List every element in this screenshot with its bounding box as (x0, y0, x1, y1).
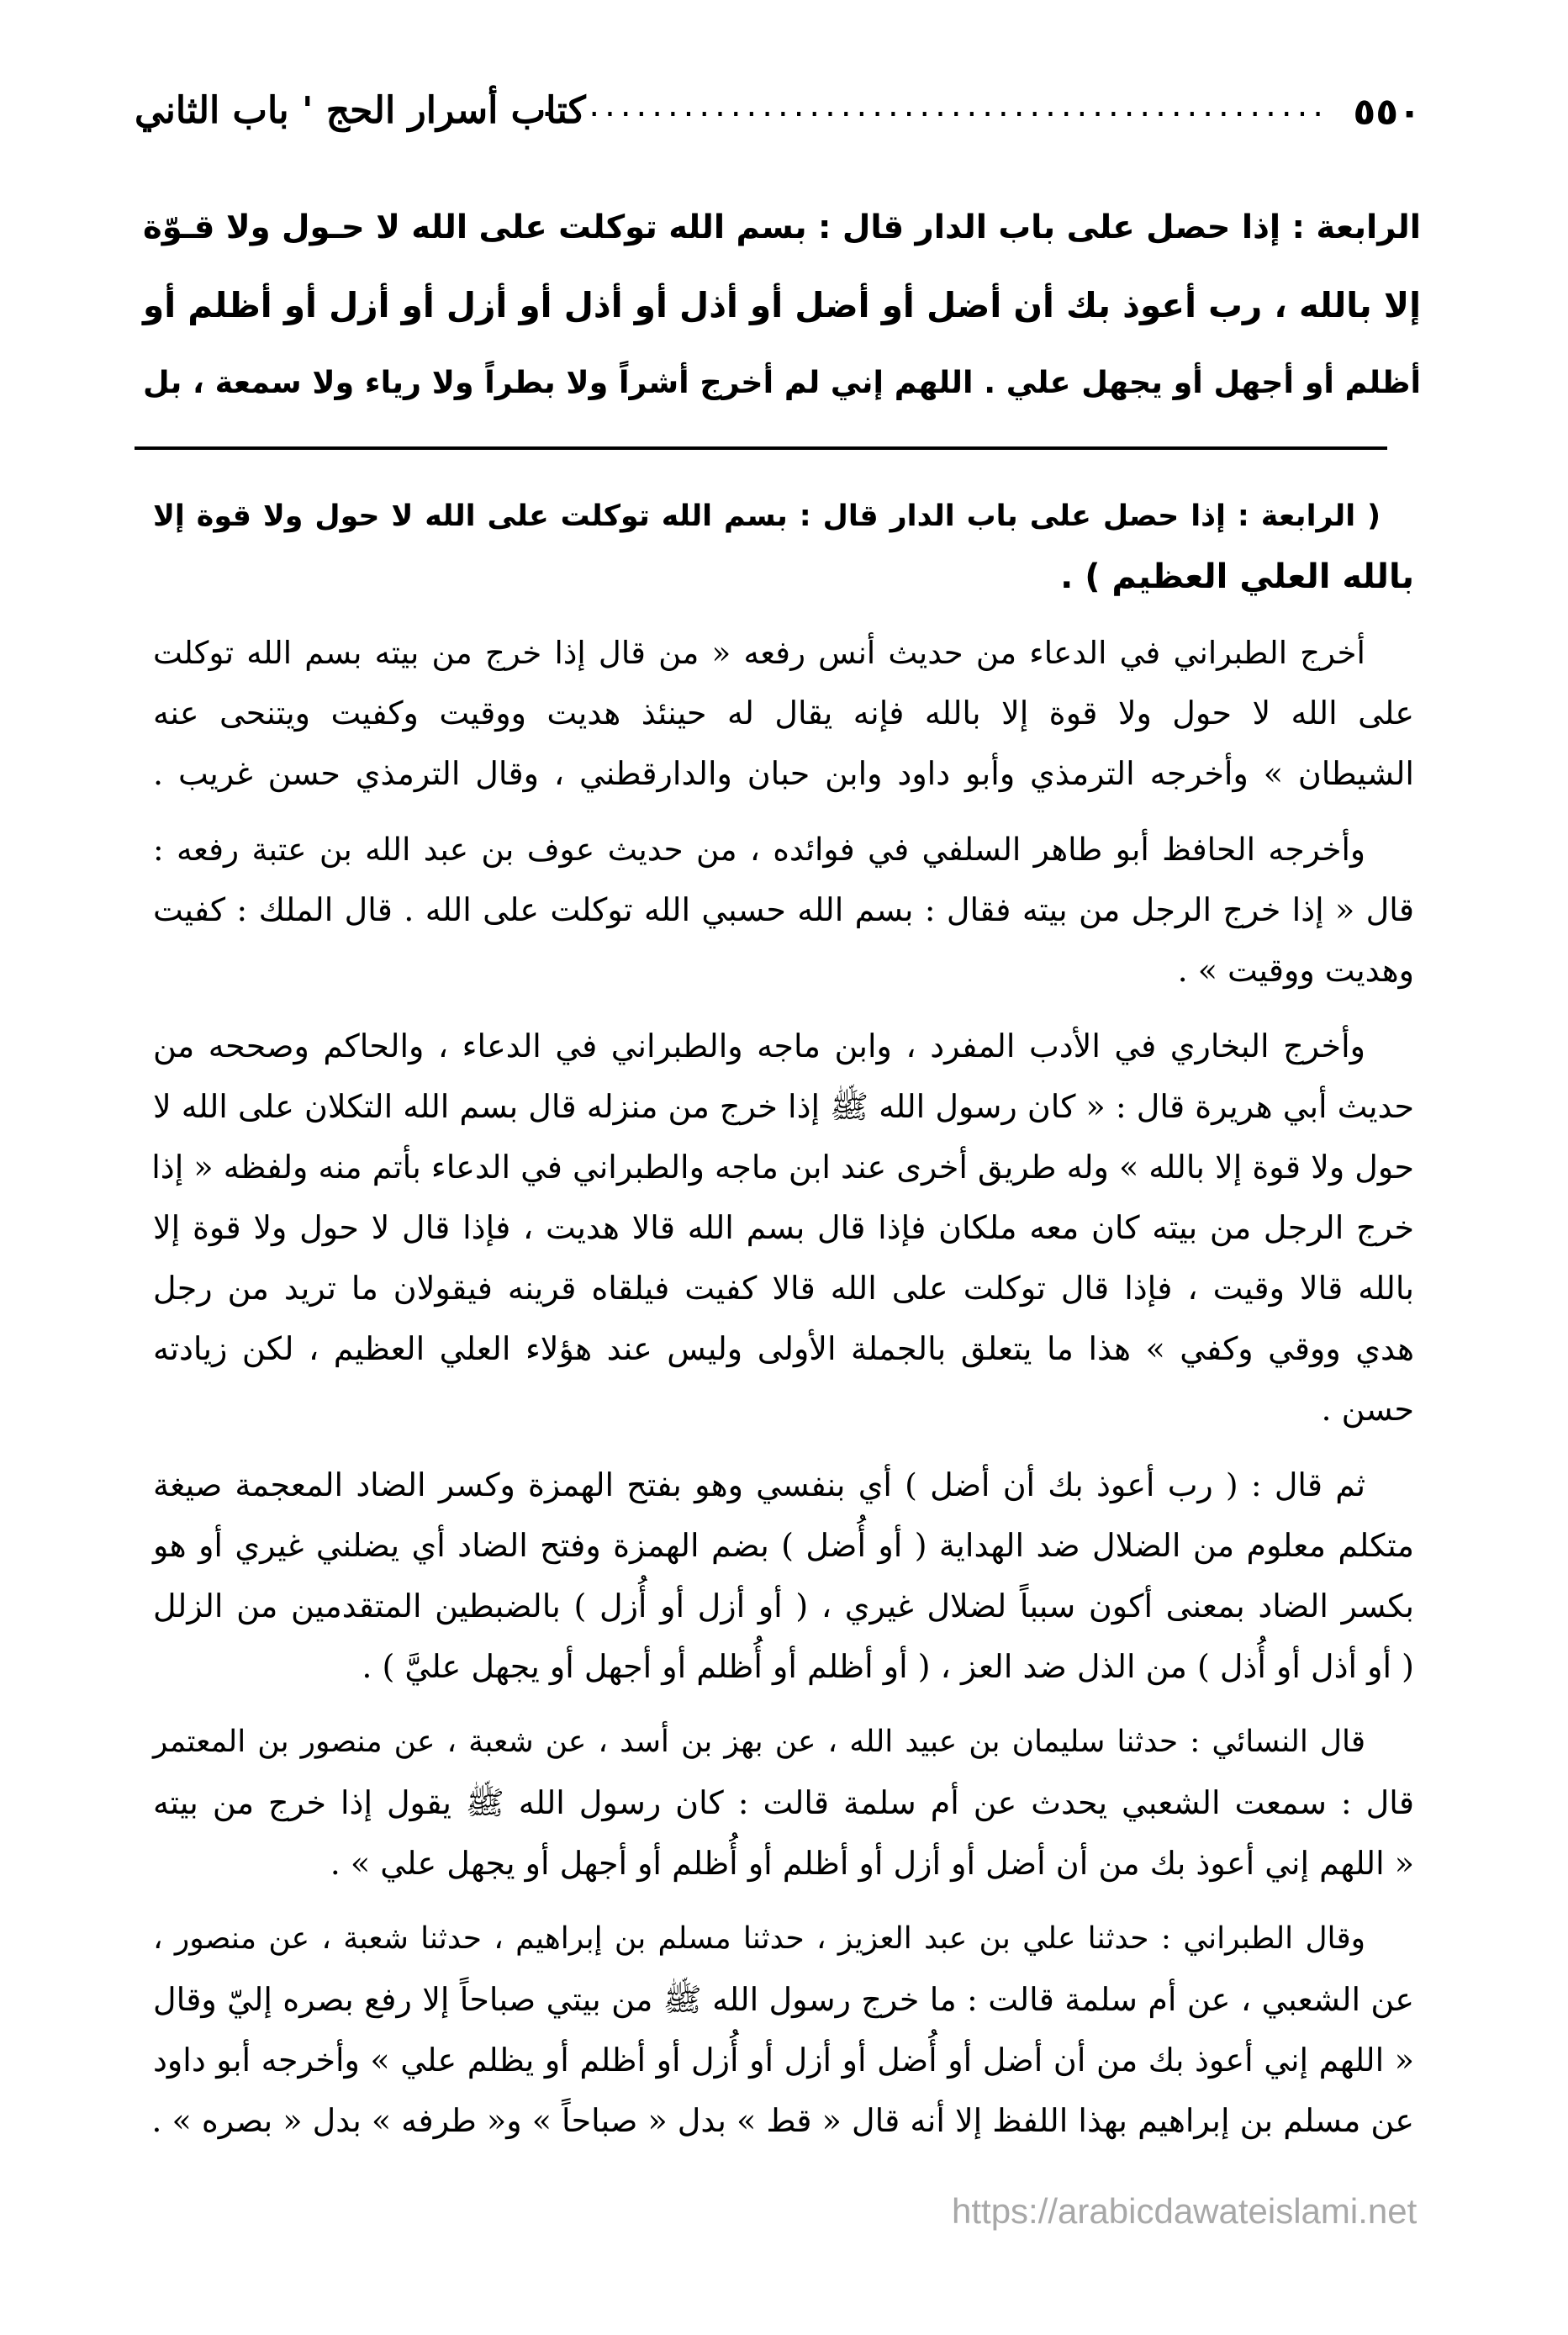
text-line: حسن . (1321, 1391, 1414, 1428)
text-line: « اللهم إني أعوذ بك من أن أضل أو أزل أو أظلم أو أُظلم أو أجهل أو يجهل علي » . (330, 1845, 1414, 1882)
text-line: خرج الرجل من بيته كان معه ملكان فإذا قال بسم الله قالا هديت ، فإذا قال لا حول ولا قوة إلا (153, 1209, 1414, 1246)
matn-commentary-divider (135, 446, 1387, 450)
text-line: هدي ووقي وكفي » هذا ما يتعلق بالجملة الأولى وليس عند هؤلاء العلي العظيم ، لكن زيادته (153, 1330, 1414, 1367)
text-line: بكسر الضاد بمعنى أكون سبباً لضلال غيري ، ( أو أزل أو أُزل ) بالضبطين المتقدمين من الزلل (153, 1587, 1414, 1624)
commentary-paragraph (153, 1712, 1414, 1894)
commentary-lead-paragraph (153, 486, 1414, 607)
text-line: عن الشعبي ، عن أم سلمة قالت : ما خرج رسول الله ﷺ من بيتي صباحاً إلا رفع بصره إليّ وقال (153, 1981, 1414, 2018)
running-title: كتاب أسرار الحج ' باب الثاني (135, 89, 586, 132)
matn-line: أظلم أو أجهل أو يجهل علي . اللهم إني لم أخرج أشراً ولا بطراً ولا رياء ولا سمعة ، بل (143, 364, 1421, 400)
text-line: قال « إذا خرج الرجل من بيته فقال : بسم الله حسبي الله توكلت على الله . قال الملك : كفيت (153, 891, 1414, 928)
text-line: ثم قال : ( رب أعوذ بك أن أضل ) أي بنفسي وهو بفتح الهمزة وكسر الضاد المعجمة صيغة (153, 1466, 1365, 1503)
text-line: بالله العلي العظيم ) . (1060, 557, 1414, 596)
commentary-paragraph (153, 1455, 1414, 1697)
text-line: وأخرج البخاري في الأدب المفرد ، وابن ماجه والطبراني في الدعاء ، والحاكم وصححه من (153, 1028, 1365, 1064)
text-line: وأخرجه الحافظ أبو طاهر السلفي في فوائده ، من حديث عوف بن عبد الله بن عتبة رفعه : (153, 831, 1365, 868)
text-line: وهديت ووقيت » . (1177, 952, 1414, 989)
text-line: « اللهم إني أعوذ بك من أن أضل أو أُضل أو أزل أو أُزل أو أظلم أو يظلم علي » وأخرجه أبو داود (153, 2042, 1414, 2079)
commentary (153, 486, 1414, 2166)
matn-text (143, 189, 1421, 421)
text-line: ( الرابعة : إذا حصل على باب الدار قال : بسم الله توكلت على الله لا حول ولا قوة إلا (153, 499, 1381, 533)
text-line: قال النسائي : حدثنا سليمان بن عبيد الله ، عن بهز بن أسد ، عن شعبة ، عن منصور بن المعتمر (153, 1725, 1365, 1759)
matn-line: الرابعة : إذا حصل على باب الدار قال : بسم الله توكلت على الله لا حـول ولا قـوّة (143, 209, 1421, 246)
matn-line: إلا بالله ، رب أعوذ بك أن أضل أو أضل أو أذل أو أذل أو أزل أو أزل أو أظلم أو (143, 285, 1421, 325)
page-number: ٥٥٠ (1353, 91, 1421, 134)
running-header (135, 84, 1421, 151)
watermark-url: https://arabicdawateislami.net (952, 2191, 1418, 2231)
text-line: حول ولا قوة إلا بالله » وله طريق أخرى عند ابن ماجه والطبراني في الدعاء بأتم منه ولفظه « إذا (151, 1149, 1414, 1186)
text-line: ( أو أذل أو أُذل ) من الذل ضد العز ، ( أو أظلم أو أُظلم أو أجهل أو يجهل عليَّ ) . (362, 1648, 1414, 1685)
text-line: بالله قالا وقيت ، فإذا قال توكلت على الله قالا كفيت فيلقاه قرينه فيقولان ما تريد من رجل (153, 1270, 1414, 1307)
text-line: حديث أبي هريرة قال : « كان رسول الله ﷺ إذا خرج من منزله قال بسم الله التكلان على الله لا (153, 1088, 1414, 1125)
text-line: متكلم معلوم من الضلال ضد الهداية ( أو أُضل ) بضم الهمزة وفتح الضاد أي يضلني غيري أو هو (153, 1527, 1415, 1564)
commentary-paragraph (153, 1909, 1414, 2151)
text-line: وقال الطبراني : حدثنا علي بن عبد العزيز ، حدثنا مسلم بن إبراهيم ، حدثنا شعبة ، عن منصور ، (153, 1921, 1365, 1956)
commentary-paragraph (153, 1016, 1414, 1440)
text-line: عن مسلم بن إبراهيم بهذا اللفظ إلا أنه قال « قط » بدل « صباحاً » و« طرفه » بدل « بصره » . (151, 2102, 1414, 2139)
commentary-paragraph (153, 819, 1414, 1001)
text-line: قال : سمعت الشعبي يحدث عن أم سلمة قالت : كان رسول الله ﷺ يقول إذا خرج من بيته (153, 1784, 1414, 1821)
text-line: الشيطان » وأخرجه الترمذي وأبو داود وابن حبان والدارقطني ، وقال الترمذي حسن غريب . (153, 755, 1414, 792)
header-leader-dots: .................................................. (541, 86, 1328, 124)
text-line: أخرج الطبراني في الدعاء من حديث أنس رفعه « من قال إذا خرج من بيته بسم الله توكلت (153, 634, 1365, 671)
text-line: على الله لا حول ولا قوة إلا بالله فإنه يقال له حينئذ هديت ووقيت وكفيت ويتنحى عنه (153, 695, 1414, 732)
commentary-paragraph (153, 622, 1414, 804)
